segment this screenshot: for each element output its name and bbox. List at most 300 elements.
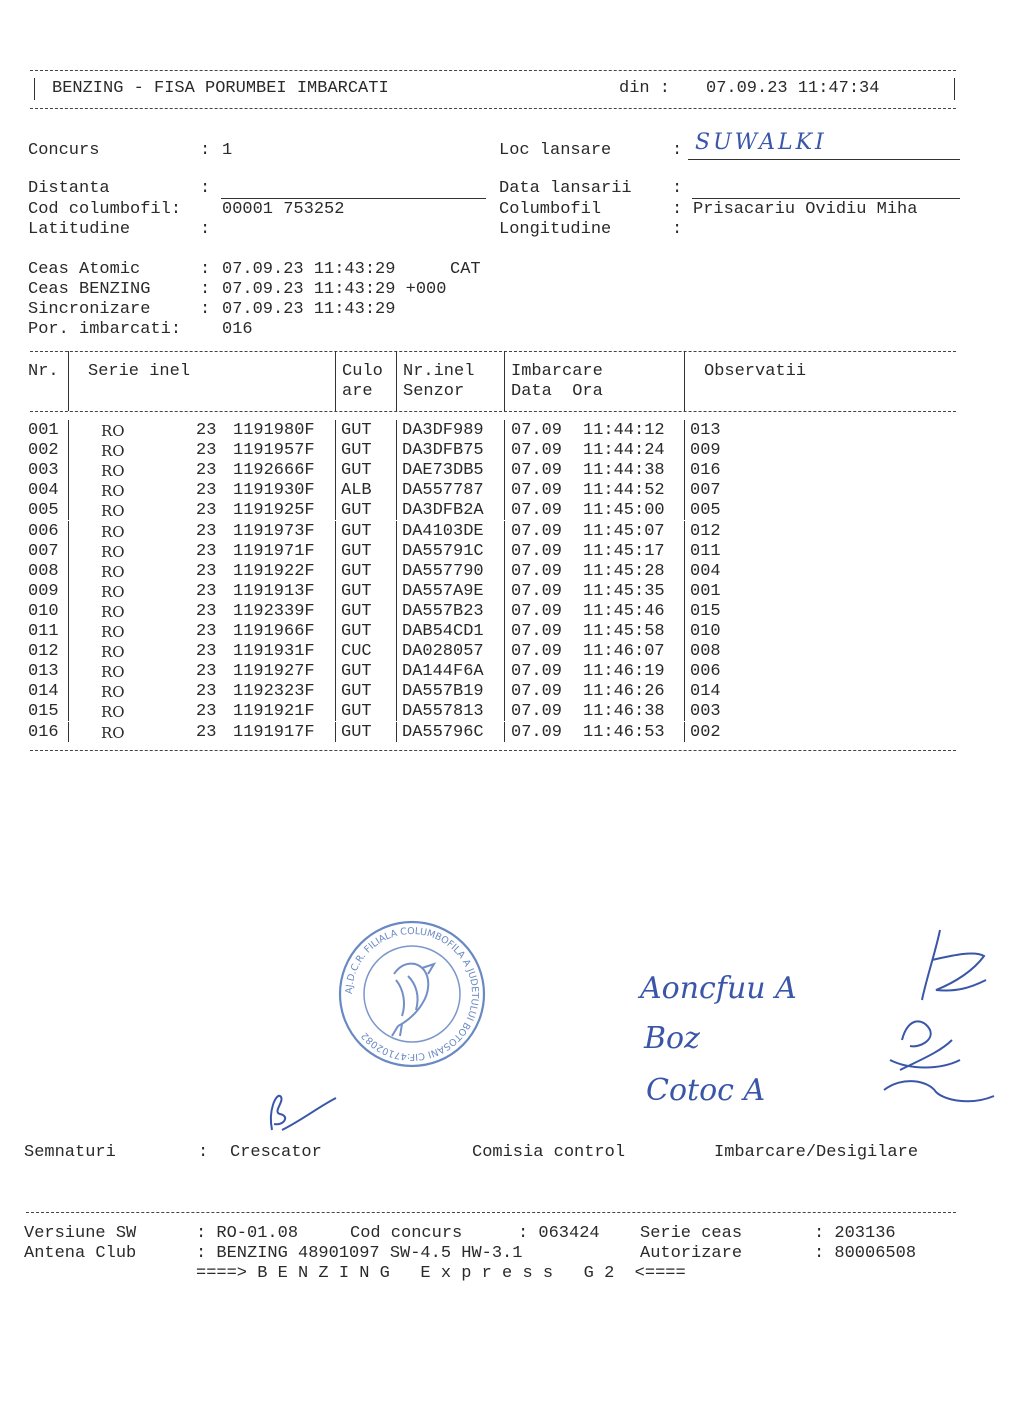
- cell-observatii: 001: [690, 581, 721, 601]
- row-separator: [684, 561, 685, 581]
- cell-year: 23: [196, 501, 217, 521]
- columbofil-label: Columbofil: [499, 200, 602, 219]
- concurs-label: Concurs: [28, 141, 100, 160]
- row-separator: [396, 722, 397, 742]
- cell-country: RO: [101, 643, 125, 662]
- data-lansarii-underline: [692, 198, 960, 199]
- ceas-benzing-label: Ceas BENZING: [28, 280, 151, 299]
- ceas-atomic-zone: CAT: [450, 260, 481, 279]
- cell-time: 11:45:58: [583, 622, 665, 641]
- versiune-sw-value: : RO-01.08: [196, 1224, 299, 1243]
- row-separator: [396, 641, 397, 661]
- cell-date: 07.09: [511, 722, 563, 742]
- serie-ceas-value: : 203136: [814, 1224, 896, 1243]
- row-separator: [396, 480, 397, 500]
- cell-observatii: 004: [690, 561, 721, 581]
- cell-nr: 012: [28, 642, 59, 662]
- cell-nr: 014: [28, 682, 59, 702]
- col-sep-4: [504, 351, 505, 411]
- cell-observatii: 006: [690, 662, 721, 682]
- cell-date: 07.09: [511, 501, 563, 521]
- cell-ring: 1192666F: [233, 461, 315, 481]
- cell-year: 23: [196, 441, 217, 461]
- cell-nr: 013: [28, 662, 59, 682]
- cell-year: 23: [196, 561, 217, 581]
- cell-observatii: 015: [690, 601, 721, 621]
- cell-nr: 002: [28, 441, 59, 461]
- row-separator: [335, 641, 336, 661]
- cell-country: RO: [101, 663, 125, 682]
- cell-ring: 1191957F: [233, 441, 315, 461]
- cell-color: ALB: [341, 481, 372, 501]
- cell-nr: 004: [28, 481, 59, 501]
- crescator-label: Crescator: [230, 1143, 322, 1162]
- cell-ring: 1191921F: [233, 702, 315, 722]
- row-separator: [504, 521, 505, 541]
- cell-time: 11:46:53: [583, 722, 665, 742]
- cell-time: 11:46:19: [583, 662, 665, 682]
- semnaturi-label: Semnaturi: [24, 1143, 116, 1162]
- cell-observatii: 002: [690, 722, 721, 742]
- row-separator: [335, 561, 336, 581]
- row-separator: [335, 621, 336, 641]
- autorizare-label: Autorizare: [640, 1244, 743, 1263]
- loc-lansare-value: SUWALKI: [695, 130, 827, 155]
- cell-sensor: DA3DFB2A: [402, 501, 484, 521]
- col-sep-5: [684, 351, 685, 411]
- sincronizare-value: 07.09.23 11:43:29: [222, 300, 396, 319]
- cell-ring: 1191980F: [233, 421, 315, 440]
- cell-sensor: DAE73DB5: [402, 461, 484, 481]
- cell-year: 23: [196, 702, 217, 722]
- cell-year: 23: [196, 421, 217, 440]
- latitudine-label: Latitudine: [28, 220, 131, 239]
- row-separator: [504, 440, 505, 460]
- row-separator: [335, 541, 336, 561]
- por-imbarcati-value: 016: [222, 320, 253, 339]
- ceas-atomic-label: Ceas Atomic: [28, 260, 141, 279]
- cell-sensor: DAB54CD1: [402, 622, 484, 641]
- cell-nr: 005: [28, 501, 59, 521]
- cell-ring: 1191925F: [233, 501, 315, 521]
- table-bottom-rule: [30, 750, 956, 751]
- cell-nr: 009: [28, 581, 59, 601]
- handwritten-name-3: Cotoc A: [646, 1073, 766, 1108]
- cell-observatii: 003: [690, 702, 721, 722]
- th-serie-inel: Serie inel: [88, 362, 191, 381]
- th-nr-inel-1: Nr.inel: [403, 362, 475, 381]
- cell-time: 11:45:00: [583, 501, 665, 521]
- row-separator: [396, 500, 397, 520]
- cell-sensor: DA4103DE: [402, 521, 484, 541]
- cell-year: 23: [196, 662, 217, 682]
- row-separator: [504, 460, 505, 480]
- row-separator: [684, 661, 685, 681]
- cell-observatii: 012: [690, 521, 721, 541]
- semnaturi-colon: :: [198, 1143, 209, 1162]
- row-separator: [504, 641, 505, 661]
- cell-observatii: 011: [690, 541, 721, 561]
- cell-nr: 001: [28, 421, 59, 440]
- row-separator: [335, 460, 336, 480]
- table-header-rule: [30, 411, 956, 412]
- cell-color: GUT: [341, 521, 372, 541]
- autorizare-value: : 80006508: [814, 1244, 917, 1263]
- cell-color: GUT: [341, 702, 372, 722]
- cell-nr: 010: [28, 601, 59, 621]
- cell-ring: 1191973F: [233, 521, 315, 541]
- row-separator: [396, 440, 397, 460]
- cod-concurs-value: : 063424: [518, 1224, 600, 1243]
- row-separator: [504, 701, 505, 721]
- cell-date: 07.09: [511, 662, 563, 682]
- cell-date: 07.09: [511, 461, 563, 481]
- distanta-colon: :: [200, 179, 211, 198]
- col-sep-2: [335, 351, 336, 411]
- row-separator: [335, 440, 336, 460]
- row-separator: [68, 601, 69, 621]
- row-separator: [68, 641, 69, 661]
- cell-color: GUT: [341, 541, 372, 561]
- row-separator: [68, 420, 69, 440]
- row-separator: [396, 661, 397, 681]
- cell-color: GUT: [341, 581, 372, 601]
- din-label: din :: [619, 79, 671, 98]
- row-separator: [335, 701, 336, 721]
- cell-year: 23: [196, 682, 217, 702]
- cell-sensor: DA3DFB75: [402, 441, 484, 461]
- cell-time: 11:45:35: [583, 581, 665, 601]
- cell-country: RO: [101, 683, 125, 702]
- row-separator: [684, 460, 685, 480]
- cell-time: 11:46:38: [583, 702, 665, 722]
- cell-ring: 1192339F: [233, 601, 315, 621]
- row-separator: [68, 621, 69, 641]
- versiune-sw-label: Versiune SW: [24, 1224, 137, 1243]
- handwritten-name-1: Aoncfuu A: [640, 971, 797, 1006]
- cell-year: 23: [196, 622, 217, 641]
- cell-sensor: DA3DF989: [402, 421, 484, 440]
- cell-color: GUT: [341, 441, 372, 461]
- row-separator: [396, 701, 397, 721]
- row-separator: [504, 480, 505, 500]
- cell-year: 23: [196, 521, 217, 541]
- footer-rule: [26, 1212, 956, 1213]
- row-separator: [68, 500, 69, 520]
- cell-date: 07.09: [511, 521, 563, 541]
- header-right-bar: [954, 78, 955, 100]
- cell-time: 11:45:46: [583, 601, 665, 621]
- cell-observatii: 016: [690, 461, 721, 481]
- cell-country: RO: [101, 723, 125, 742]
- ceas-benzing-value: 07.09.23 11:43:29 +000: [222, 280, 447, 299]
- row-separator: [335, 521, 336, 541]
- ceas-benzing-colon: :: [200, 280, 211, 299]
- longitudine-label: Longitudine: [499, 220, 612, 239]
- cell-sensor: DA55791C: [402, 541, 484, 561]
- cell-sensor: DA557B23: [402, 601, 484, 621]
- cell-nr: 016: [28, 722, 59, 742]
- row-separator: [684, 641, 685, 661]
- columbofil-value: Prisacariu Ovidiu Miha: [693, 200, 918, 219]
- cell-nr: 008: [28, 561, 59, 581]
- row-separator: [68, 541, 69, 561]
- th-imbarcare-2: Data Ora: [511, 382, 603, 401]
- stamp-text: AJ.D.C.R. FILIALA COLUMBOFILA A JUDETULUI BOTOSANI CIF:47102082: [343, 925, 481, 1063]
- cell-time: 11:44:24: [583, 441, 665, 461]
- cell-date: 07.09: [511, 561, 563, 581]
- row-separator: [396, 681, 397, 701]
- print-datetime: 07.09.23 11:47:34: [706, 79, 880, 98]
- antena-club-value: : BENZING 48901097 SW-4.5 HW-3.1: [196, 1244, 523, 1263]
- row-separator: [335, 601, 336, 621]
- longitudine-colon: :: [672, 220, 683, 239]
- cell-color: GUT: [341, 662, 372, 682]
- cell-ring: 1192323F: [233, 682, 315, 702]
- row-separator: [335, 681, 336, 701]
- cell-date: 07.09: [511, 441, 563, 461]
- ceas-atomic-colon: :: [200, 260, 211, 279]
- cell-nr: 006: [28, 521, 59, 541]
- cell-time: 11:44:38: [583, 461, 665, 481]
- cell-date: 07.09: [511, 601, 563, 621]
- cell-date: 07.09: [511, 541, 563, 561]
- cell-country: RO: [101, 442, 125, 461]
- cell-nr: 011: [28, 622, 59, 641]
- cell-color: GUT: [341, 561, 372, 581]
- antena-club-label: Antena Club: [24, 1244, 137, 1263]
- cell-sensor: DA557B19: [402, 682, 484, 702]
- cell-color: GUT: [341, 722, 372, 742]
- cell-country: RO: [101, 562, 125, 581]
- loc-lansare-colon: :: [672, 141, 683, 160]
- columbofil-colon: :: [672, 200, 683, 219]
- row-separator: [684, 701, 685, 721]
- row-separator: [684, 521, 685, 541]
- row-separator: [504, 661, 505, 681]
- row-separator: [504, 561, 505, 581]
- table-top-rule: [30, 351, 956, 352]
- row-separator: [504, 420, 505, 440]
- cell-observatii: 005: [690, 501, 721, 521]
- cell-date: 07.09: [511, 622, 563, 641]
- cod-columbofil-label: Cod columbofil:: [28, 200, 182, 219]
- row-separator: [684, 601, 685, 621]
- cell-country: RO: [101, 482, 125, 501]
- row-separator: [504, 601, 505, 621]
- row-separator: [396, 541, 397, 561]
- row-separator: [504, 500, 505, 520]
- cell-color: GUT: [341, 461, 372, 481]
- loc-lansare-label: Loc lansare: [499, 141, 612, 160]
- cell-nr: 003: [28, 461, 59, 481]
- cell-time: 11:45:07: [583, 521, 665, 541]
- th-imbarcare-1: Imbarcare: [511, 362, 603, 381]
- cell-color: GUT: [341, 421, 372, 440]
- row-separator: [684, 581, 685, 601]
- cell-ring: 1191927F: [233, 662, 315, 682]
- row-separator: [335, 661, 336, 681]
- row-separator: [396, 561, 397, 581]
- comisia-control-label: Comisia control: [472, 1143, 626, 1162]
- row-separator: [335, 581, 336, 601]
- sincronizare-label: Sincronizare: [28, 300, 151, 319]
- cell-year: 23: [196, 541, 217, 561]
- cell-color: CUC: [341, 642, 372, 662]
- cell-sensor: DA144F6A: [402, 662, 484, 682]
- signature-comisia-group: [640, 920, 1000, 1145]
- cell-sensor: DA55796C: [402, 722, 484, 742]
- cell-ring: 1191913F: [233, 581, 315, 601]
- row-separator: [68, 701, 69, 721]
- concurs-colon: :: [200, 141, 211, 160]
- cell-date: 07.09: [511, 581, 563, 601]
- th-culoare-2: are: [342, 382, 373, 401]
- cell-time: 11:44:12: [583, 421, 665, 440]
- cell-year: 23: [196, 722, 217, 742]
- distanta-underline: [221, 198, 486, 199]
- cell-observatii: 013: [690, 421, 721, 440]
- cell-ring: 1191971F: [233, 541, 315, 561]
- cell-year: 23: [196, 581, 217, 601]
- serie-ceas-label: Serie ceas: [640, 1224, 743, 1243]
- row-separator: [396, 420, 397, 440]
- cell-sensor: DA557A9E: [402, 581, 484, 601]
- club-stamp: [336, 918, 488, 1070]
- cell-nr: 015: [28, 702, 59, 722]
- col-sep-1: [68, 351, 69, 411]
- th-culoare-1: Culo: [342, 362, 383, 381]
- header-bottom-rule: [30, 108, 956, 109]
- cell-country: RO: [101, 422, 125, 440]
- ceas-atomic-value: 07.09.23 11:43:29: [222, 260, 396, 279]
- distanta-label: Distanta: [28, 179, 110, 198]
- cell-ring: 1191931F: [233, 642, 315, 662]
- cell-time: 11:45:17: [583, 541, 665, 561]
- por-imbarcati-label: Por. imbarcati:: [28, 320, 182, 339]
- row-separator: [504, 541, 505, 561]
- latitudine-colon: :: [200, 220, 211, 239]
- cell-color: GUT: [341, 501, 372, 521]
- cell-time: 11:46:07: [583, 642, 665, 662]
- cell-year: 23: [196, 461, 217, 481]
- row-separator: [68, 681, 69, 701]
- th-observatii: Observatii: [704, 362, 807, 381]
- row-separator: [396, 521, 397, 541]
- cell-country: RO: [101, 502, 125, 521]
- row-separator: [68, 480, 69, 500]
- row-separator: [335, 722, 336, 742]
- cell-sensor: DA028057: [402, 642, 484, 662]
- row-separator: [396, 601, 397, 621]
- cell-date: 07.09: [511, 421, 563, 440]
- header-left-bar: [34, 78, 35, 100]
- cell-nr: 007: [28, 541, 59, 561]
- cod-columbofil-value: 00001 753252: [222, 200, 345, 219]
- data-lansarii-colon: :: [672, 179, 683, 198]
- cell-country: RO: [101, 623, 125, 641]
- concurs-value: 1: [222, 141, 233, 160]
- row-separator: [396, 460, 397, 480]
- loc-lansare-underline: [688, 159, 960, 160]
- cell-date: 07.09: [511, 702, 563, 722]
- cell-ring: 1191922F: [233, 561, 315, 581]
- cell-year: 23: [196, 601, 217, 621]
- cell-color: GUT: [341, 622, 372, 641]
- cell-country: RO: [101, 522, 125, 541]
- row-separator: [68, 460, 69, 480]
- th-nr-inel-2: Senzor: [403, 382, 465, 401]
- row-separator: [396, 581, 397, 601]
- row-separator: [684, 480, 685, 500]
- benzing-express-banner: ====> B E N Z I N G E x p r e s s G 2 <====: [196, 1264, 686, 1283]
- cell-country: RO: [101, 703, 125, 722]
- row-separator: [504, 621, 505, 641]
- data-lansarii-label: Data lansarii: [499, 179, 632, 198]
- row-separator: [684, 500, 685, 520]
- row-separator: [68, 581, 69, 601]
- sincronizare-colon: :: [200, 300, 211, 319]
- row-separator: [335, 420, 336, 440]
- cell-color: GUT: [341, 682, 372, 702]
- cell-country: RO: [101, 542, 125, 561]
- cell-ring: 1191966F: [233, 622, 315, 641]
- row-separator: [335, 480, 336, 500]
- cell-observatii: 014: [690, 682, 721, 702]
- row-separator: [68, 440, 69, 460]
- cell-observatii: 009: [690, 441, 721, 461]
- cell-year: 23: [196, 642, 217, 662]
- cell-ring: 1191930F: [233, 481, 315, 501]
- cell-observatii: 007: [690, 481, 721, 501]
- cod-concurs-label: Cod concurs: [350, 1224, 463, 1243]
- col-sep-3: [396, 351, 397, 411]
- row-separator: [504, 581, 505, 601]
- row-separator: [684, 722, 685, 742]
- row-separator: [504, 722, 505, 742]
- cell-time: 11:46:26: [583, 682, 665, 702]
- row-separator: [68, 722, 69, 742]
- cell-sensor: DA557813: [402, 702, 484, 722]
- th-nr: Nr.: [28, 362, 59, 381]
- cell-sensor: DA557790: [402, 561, 484, 581]
- cell-time: 11:45:28: [583, 561, 665, 581]
- cell-date: 07.09: [511, 642, 563, 662]
- row-separator: [504, 681, 505, 701]
- cell-observatii: 010: [690, 622, 721, 641]
- header-top-rule: [30, 70, 956, 71]
- cell-date: 07.09: [511, 481, 563, 501]
- cell-ring: 1191917F: [233, 722, 315, 742]
- cell-country: RO: [101, 602, 125, 621]
- imbarcare-desigilare-label: Imbarcare/Desigilare: [714, 1143, 919, 1162]
- row-separator: [68, 561, 69, 581]
- row-separator: [684, 621, 685, 641]
- row-separator: [684, 681, 685, 701]
- cell-country: RO: [101, 462, 125, 481]
- cell-date: 07.09: [511, 682, 563, 702]
- cell-year: 23: [196, 481, 217, 501]
- signature-crescator: [262, 1090, 342, 1150]
- pigeon-icon: [392, 964, 434, 1036]
- cell-country: RO: [101, 582, 125, 601]
- row-separator: [335, 500, 336, 520]
- cell-color: GUT: [341, 601, 372, 621]
- cell-observatii: 008: [690, 642, 721, 662]
- handwritten-name-2: Boz: [644, 1021, 700, 1056]
- cell-time: 11:44:52: [583, 481, 665, 501]
- row-separator: [68, 521, 69, 541]
